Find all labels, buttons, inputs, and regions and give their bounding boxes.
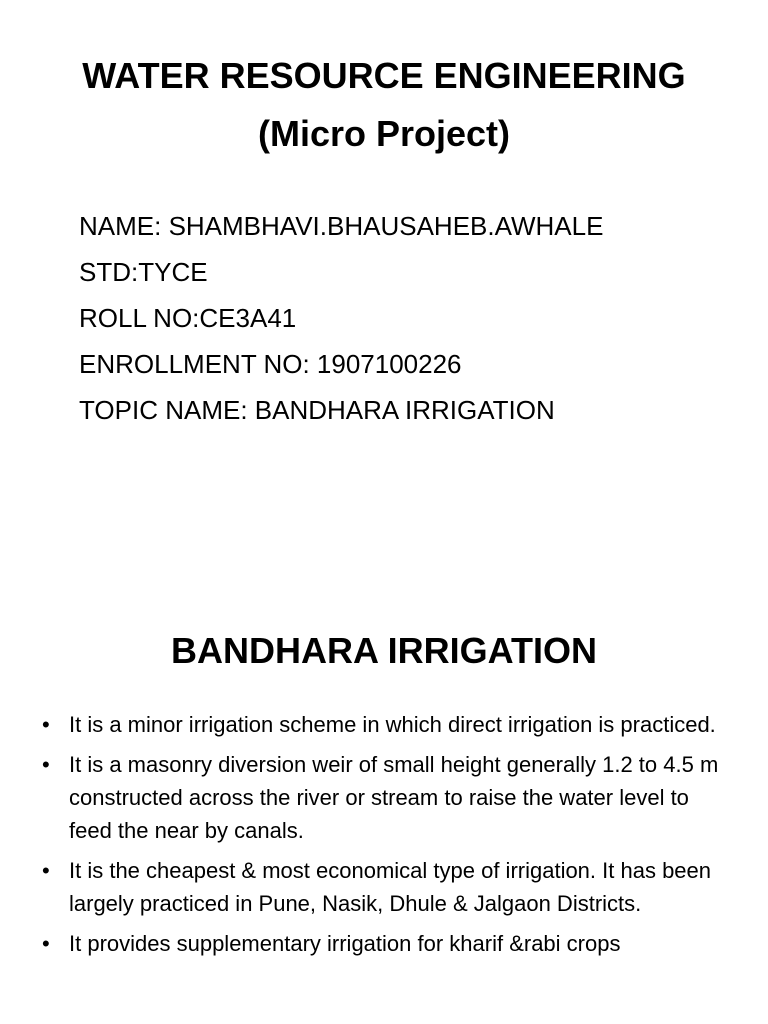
info-topic-name: TOPIC NAME: BANDHARA IRRIGATION: [79, 395, 555, 425]
bullet-list: [40, 708, 730, 967]
info-name: NAME: SHAMBHAVI.BHAUSAHEB.AWHALE: [79, 211, 604, 241]
bullet-text: It is a masonry diversion weir of small height generally 1.2 to 4.5 m constructed across the river or stream to raise the water level to feed the near by canals.: [69, 752, 719, 843]
bullet-item: [40, 748, 730, 847]
bullet-item: [40, 854, 730, 920]
bullet-text: It provides supplementary irrigation for kharif &rabi crops: [69, 931, 621, 956]
info-enrollment-no: ENROLLMENT NO: 1907100226: [79, 349, 462, 379]
main-subtitle: (Micro Project): [257, 113, 511, 154]
student-info-list: [79, 203, 603, 433]
info-roll-no: ROLL NO:CE3A41: [79, 303, 297, 333]
main-title: WATER RESOURCE ENGINEERING: [82, 55, 686, 96]
bullet-icon: •: [42, 931, 50, 956]
info-std: STD:TYCE: [79, 257, 208, 287]
bullet-icon: •: [42, 752, 50, 777]
bullet-icon: •: [42, 858, 50, 883]
bullet-text: It is a minor irrigation scheme in which direct irrigation is practiced.: [69, 712, 716, 737]
bullet-item: [40, 927, 730, 960]
section-title: BANDHARA IRRIGATION: [171, 630, 597, 671]
bullet-icon: •: [42, 712, 50, 737]
bullet-item: [40, 708, 730, 741]
slide-bandhara-irrigation: [0, 512, 768, 1024]
bullet-text: It is the cheapest & most economical type of irrigation. It has been largely practiced in Pune, Nasik, Dhule & Jalgaon Districts.: [69, 858, 712, 916]
